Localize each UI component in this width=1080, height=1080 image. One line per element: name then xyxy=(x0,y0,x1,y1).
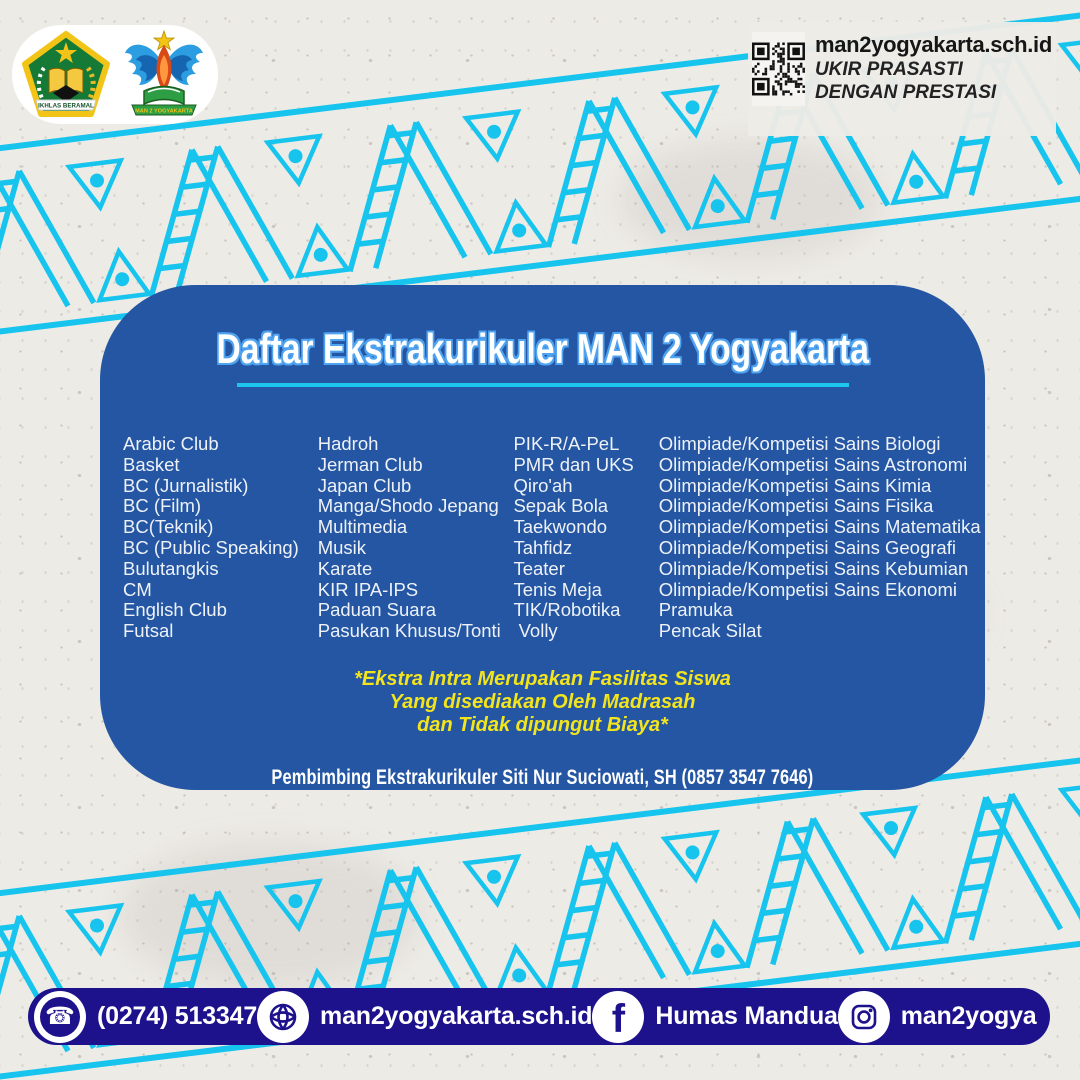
advisor-text: Pembimbing Ekstrakurikuler Siti Nur Suciowati, SH (0857 3547 7646) xyxy=(271,765,814,789)
list-item: Jerman Club xyxy=(317,453,423,475)
list-item: Taekwondo xyxy=(513,516,608,538)
list-item: TIK/Robotika xyxy=(513,599,621,621)
list-item: English Club xyxy=(123,599,227,621)
list-item: Olimpiade/Kompetisi Sains Astronomi xyxy=(658,453,968,475)
website-text: man2yogyakarta.sch.id xyxy=(814,32,1052,57)
list-item: BC (Jurnalistik) xyxy=(123,474,249,496)
list-item: Musik xyxy=(317,536,367,558)
extracurricular-list xyxy=(123,434,985,642)
note-line: Yang disediakan Oleh Madrasah xyxy=(389,690,696,713)
man2-logo xyxy=(120,29,208,121)
list-item: Volly xyxy=(513,620,558,642)
qr-block xyxy=(748,22,1056,136)
list-item: Sepak Bola xyxy=(513,495,609,517)
list-item: Tahfidz xyxy=(513,536,573,558)
footer-facebook xyxy=(592,991,837,1043)
qr-code xyxy=(752,32,805,106)
list-item: Olimpiade/Kompetisi Sains Biologi xyxy=(658,433,941,454)
list-item: Arabic Club xyxy=(123,433,219,454)
list-item: Bulutangkis xyxy=(123,557,219,579)
list-item: Basket xyxy=(123,453,180,475)
kemenag-banner-text: IKHLAS BERAMAL xyxy=(38,102,94,109)
footer-instagram xyxy=(838,991,1037,1043)
logo-card xyxy=(12,25,218,124)
extracurricular-column-4 xyxy=(659,434,985,642)
extracurricular-column-3 xyxy=(513,434,658,642)
list-item: Olimpiade/Kompetisi Sains Geografi xyxy=(658,536,956,558)
footer-bar xyxy=(28,988,1050,1045)
extracurricular-column-2 xyxy=(318,434,514,642)
list-item: Qiro'ah xyxy=(513,474,573,496)
instagram-icon xyxy=(838,991,890,1043)
list-item: Manga/Shodo Jepang xyxy=(317,495,499,517)
facebook-icon: f xyxy=(592,991,644,1043)
list-item: Paduan Suara xyxy=(317,599,437,621)
list-item: BC(Teknik) xyxy=(123,516,214,538)
note-line: dan Tidak dipungut Biaya* xyxy=(417,713,668,736)
footer-phone xyxy=(34,991,257,1043)
note-line: *Ekstra Intra Merupakan Fasilitas Siswa xyxy=(354,667,731,690)
phone-icon: ☎ xyxy=(34,991,86,1043)
globe-icon xyxy=(257,991,309,1043)
page-title: Daftar Ekstrakurikuler MAN 2 Yogyakarta xyxy=(216,325,869,372)
note-text xyxy=(100,668,985,737)
list-item: Karate xyxy=(317,557,373,579)
list-item: Pencak Silat xyxy=(658,620,762,642)
list-item: PMR dan UKS xyxy=(513,453,634,475)
facebook-label: Humas Mandua xyxy=(655,1002,838,1030)
list-item: Futsal xyxy=(123,620,174,642)
phone-number: (0274) 513347 xyxy=(97,1002,258,1030)
list-item: Japan Club xyxy=(317,474,412,496)
list-item: Olimpiade/Kompetisi Sains Kebumian xyxy=(658,557,969,579)
list-item: PIK-R/A-PeL xyxy=(513,433,620,454)
list-item: Hadroh xyxy=(317,433,379,454)
extracurricular-column-1 xyxy=(123,434,318,642)
list-item: Teater xyxy=(513,557,565,579)
tagline-line-2: DENGAN PRESTASI xyxy=(814,82,997,103)
extracurricular-panel xyxy=(100,285,985,790)
list-item: Pramuka xyxy=(658,599,733,621)
tagline-line-1: UKIR PRASASTI xyxy=(814,59,963,80)
kemenag-logo xyxy=(22,30,110,120)
instagram-label: man2yogya xyxy=(900,1002,1037,1030)
footer-website xyxy=(257,991,592,1043)
list-item: Olimpiade/Kompetisi Sains Matematika xyxy=(658,516,981,538)
list-item: Multimedia xyxy=(317,516,408,538)
list-item: Pasukan Khusus/Tonti xyxy=(317,620,501,642)
list-item: KIR IPA-IPS xyxy=(317,578,419,600)
website-link: man2yogyakarta.sch.id xyxy=(320,1002,593,1030)
man2-banner-text: MAN 2 YOGYAKARTA xyxy=(135,108,193,114)
list-item: BC (Public Speaking) xyxy=(123,536,299,558)
list-item: CM xyxy=(123,578,152,600)
list-item: BC (Film) xyxy=(123,495,202,517)
title-underline xyxy=(237,383,849,387)
list-item: Olimpiade/Kompetisi Sains Kimia xyxy=(658,474,932,496)
list-item: Olimpiade/Kompetisi Sains Ekonomi xyxy=(658,578,957,600)
list-item: Olimpiade/Kompetisi Sains Fisika xyxy=(658,495,934,517)
list-item: Tenis Meja xyxy=(513,578,602,600)
